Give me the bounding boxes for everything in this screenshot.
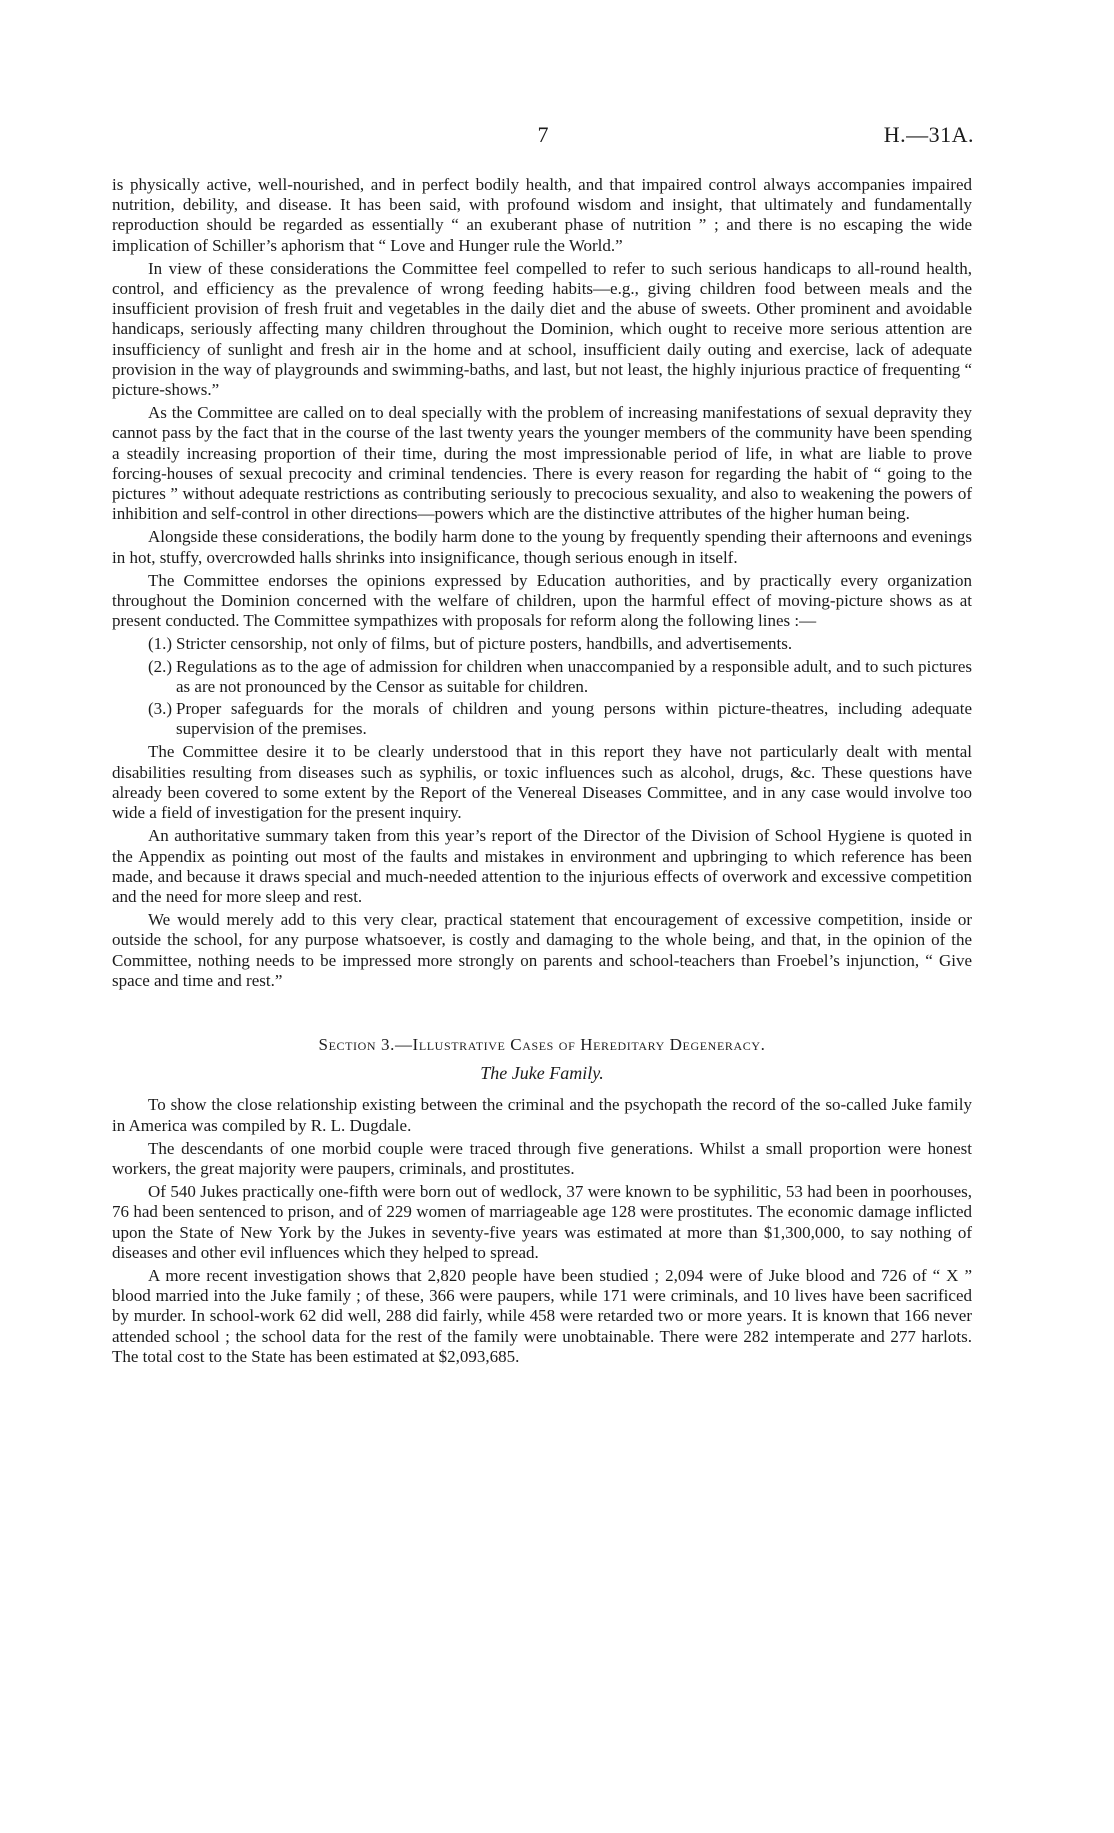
paragraph-school-hygiene: An authoritative summary taken from this year’s report of the Director of the Division of School Hygiene is quoted in the Appendix as pointing out most of the faults and mistakes in environment and upbringing to which reference has been made, and because it draws special and much-needed attention to the injurious effects of overwork and excessive competition and the need for more sleep and rest. xyxy=(112,826,972,906)
list-item xyxy=(112,699,972,739)
paragraph-competition: We would merely add to this very clear, practical statement that encouragement of excessive competition, inside or outside the school, for any purpose whatsoever, is costly and damaging to the whole being, and that, in the opinion of the Committee, nothing needs to be impressed more strongly on parents and school-teachers than Froebel’s injunction, “ Give space and time and rest.” xyxy=(112,910,972,990)
list-item-number: (3.) xyxy=(148,699,173,719)
section-heading: Section 3.—Illustrative Cases of Hereditary Degeneracy. xyxy=(318,1034,766,1054)
paragraph-mental-disabilities: The Committee desire it to be clearly understood that in this report they have not particularly dealt with mental disabilities resulting from diseases such as syphilis, or toxic influences such as alcohol, drugs, &c. These questions have already been covered to some extent by the Report of the Venereal Diseases Committee, and in any case would involve too wide a field of investigation for the present inquiry. xyxy=(112,742,972,823)
list-item-text: Stricter censorship, not only of films, but of picture posters, handbills, and advertisements. xyxy=(176,634,793,654)
document-reference: H.—31A. xyxy=(883,122,974,147)
paragraph-recent-investigation: A more recent investigation shows that 2,820 people have been studied ; 2,094 were of Juke blood and 726 of “ X ” blood married into the Juke family ; of these, 366 were paupers, while 171 were criminals, and 10 lives have been sacrificed by murder. In school-work 62 did well, 288 did fairly, while 458 were retarded two or more years. It is known that 166 never attended school ; the school data for the rest of the family were unobtainable. There were 282 intemperate and 277 harlots. The total cost to the State has been estimated at $2,093,685. xyxy=(112,1265,972,1366)
paragraph-sexual-depravity: As the Committee are called on to deal specially with the problem of increasing manifestations of sexual depravity they cannot pass by the fact that in the course of the last twenty years the younger members of the community have been spending a steadily increasing proportion of their time, during the most impressionable period of life, in what are liable to prove forcing-houses of sexual precocity and criminal tendencies. There is every reason for regarding the habit of “ going to the pictures ” without adequate restrictions as contributing seriously to precocious sexuality, and also to weakening the powers of inhibition and self-control in other directions—powers which are the distinctive attributes of the higher human being. xyxy=(112,403,972,524)
list-item-text: Regulations as to the age of admission for children when unaccompanied by a responsible adult, and to such pictures as are not pronounced by the Censor as suitable for children. xyxy=(176,656,972,696)
paragraph-bodily-harm: Alongside these considerations, the bodily harm done to the young by frequently spending their afternoons and evenings in hot, stuffy, overcrowded halls shrinks into insignificance, though serious enough in itself. xyxy=(112,527,972,567)
paragraph-reform-proposals: The Committee endorses the opinions expressed by Education authorities, and by practically every organization throughout the Dominion concerned with the welfare of children, upon the harmful effect of moving-picture shows as at present conducted. The Committee sympathizes with proposals for reform along the following lines :— xyxy=(112,570,972,631)
list-item xyxy=(112,634,972,654)
paragraph-juke-intro: To show the close relationship existing between the criminal and the psychopath the record of the so-called Juke family in America was compiled by R. L. Dugdale. xyxy=(112,1095,972,1135)
reform-list xyxy=(112,634,972,739)
paragraph-feeding-habits: In view of these considerations the Committee feel compelled to refer to such serious handicaps to all-round health, control, and efficiency as the prevalence of wrong feeding habits—e.g., giving children food between meals and the insufficient provision of fresh fruit and vegetables in the daily diet and the abuse of sweets. Other prominent and avoidable handicaps, seriously affecting many children throughout the Dominion, which ought to receive more serious attention are insufficiency of sunlight and fresh air in the home and at school, insufficient daily outing and exercise, lack of adequate provision in the way of playgrounds and swimming-baths, and last, but not least, the highly injurious practice of frequenting “ picture-shows.” xyxy=(112,258,972,400)
list-item-text: Proper safeguards for the morals of children and young persons within picture-theatres, including adequate supervision of the premises. xyxy=(176,699,972,739)
list-item-number: (1.) xyxy=(148,634,173,654)
page-number: 7 xyxy=(537,122,549,147)
page-body xyxy=(112,175,972,1370)
page-header xyxy=(112,122,974,152)
paragraph-juke-statistics: Of 540 Jukes practically one-fifth were born out of wedlock, 37 were known to be syphilitic, 53 had been in poorhouses, 76 had been sentenced to prison, and of 229 women of marriageable age 128 were prostitutes. The economic damage inflicted upon the State of New York by the Jukes in seventy-five years was estimated at more than $1,300,000, to say nothing of diseases and other evil influences which they helped to spread. xyxy=(112,1182,972,1262)
section-subtitle: The Juke Family. xyxy=(480,1063,604,1084)
paragraph-continued: is physically active, well-nourished, and in perfect bodily health, and that impaired control always accompanies impaired nutrition, debility, and disease. It has been said, with profound wisdom and insight, that ultimately and fundamentally reproduction should be regarded as essentially “ an exuberant phase of nutrition ” ; and there is no escaping the wide implication of Schiller’s aphorism that “ Love and Hunger rule the World.” xyxy=(112,175,972,255)
paragraph-descendants: The descendants of one morbid couple were traced through five generations. Whilst a small proportion were honest workers, the great majority were paupers, criminals, and prostitutes. xyxy=(112,1138,972,1178)
list-item xyxy=(112,657,972,697)
list-item-number: (2.) xyxy=(148,656,173,676)
